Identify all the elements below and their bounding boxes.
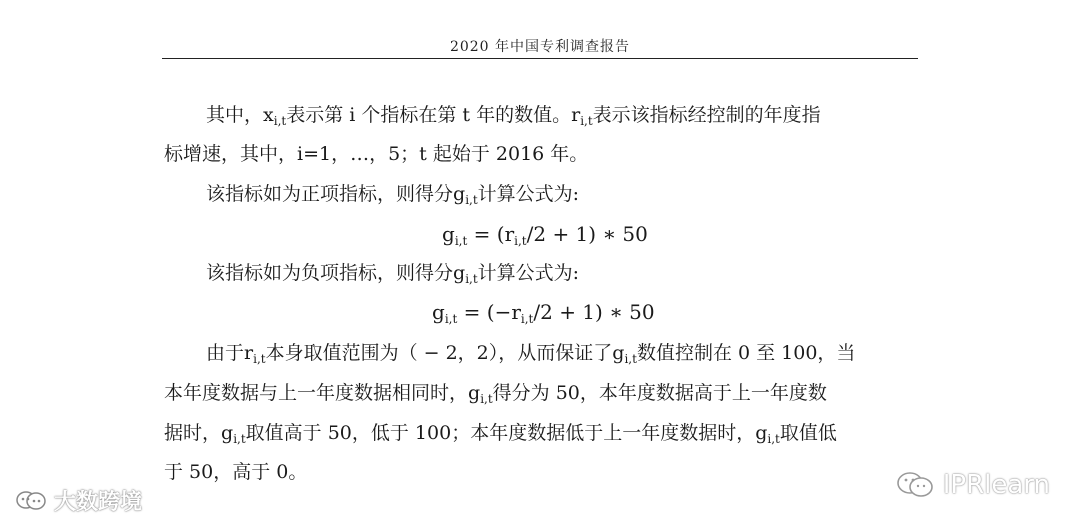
formula-r-subscript: i,t	[514, 234, 527, 248]
formula-g: g	[432, 300, 445, 324]
text-fragment: 数值控制在 0 至 100，当	[636, 342, 856, 364]
paragraph-2-line-1	[206, 341, 855, 365]
text-fragment: 其中，	[206, 104, 264, 126]
text-fragment: 取值高于 50，低于 100；本年度数据低于上一年度数据时，	[245, 422, 756, 444]
positive-indicator-sentence	[206, 182, 579, 206]
symbol-r: r	[571, 104, 581, 126]
wechat-icon	[895, 470, 935, 500]
symbol-g-subscript: i,t	[465, 193, 478, 207]
text-fragment: 该指标如为负项指标，则得分	[206, 262, 454, 284]
formula-mid: = (−r	[457, 300, 521, 324]
text-fragment: 取值低	[779, 422, 837, 444]
paragraph-1-line-2: 标增速，其中，i=1，…，5；t 起始于 2016 年。	[164, 143, 589, 165]
symbol-g: g	[612, 342, 625, 364]
watermark-right-text: IPRlearn	[942, 470, 1050, 500]
formula-g: g	[442, 222, 455, 246]
symbol-r-subscript: i,t	[253, 352, 266, 366]
text-fragment: 得分为 50，本年度数据高于上一年度数	[492, 382, 827, 404]
text-fragment: 该指标如为正项指标，则得分	[206, 183, 454, 205]
formula-mid: = (r	[467, 222, 515, 246]
paragraph-2-line-2	[164, 381, 827, 405]
positive-formula	[442, 222, 648, 246]
symbol-g: g	[453, 262, 466, 284]
paragraph-2-line-4: 于 50，高于 0。	[164, 461, 308, 483]
symbol-g: g	[755, 422, 768, 444]
paragraph-1-line-1	[206, 103, 821, 127]
symbol-r: r	[244, 342, 254, 364]
formula-right: /2 + 1) ∗ 50	[526, 222, 648, 246]
negative-indicator-sentence	[206, 261, 579, 285]
text-fragment: 表示第 i 个指标在第 t 年的数值。	[286, 104, 572, 126]
paragraph-2-line-3	[164, 421, 837, 445]
symbol-g-subscript: i,t	[767, 432, 780, 446]
chat-bubble-icon	[14, 488, 48, 514]
formula-g-subscript: i,t	[454, 234, 468, 248]
symbol-x: x	[263, 104, 274, 126]
watermark-right	[895, 470, 1050, 500]
page-header-title: 2020 年中国专利调查报告	[449, 39, 631, 55]
symbol-g-subscript: i,t	[465, 272, 478, 286]
header-divider	[162, 58, 918, 59]
symbol-g-subscript: i,t	[233, 432, 246, 446]
symbol-g: g	[468, 382, 481, 404]
symbol-g-subscript: i,t	[480, 392, 493, 406]
text-fragment: 据时，	[164, 422, 222, 444]
text-fragment: 表示该指标经控制的年度指	[592, 104, 821, 126]
symbol-r-subscript: i,t	[580, 114, 593, 128]
text-fragment: 本年度数据与上一年度数据相同时，	[164, 382, 469, 404]
formula-g-subscript: i,t	[444, 312, 458, 326]
text-fragment: 计算公式为:	[477, 183, 580, 205]
symbol-g: g	[221, 422, 234, 444]
formula-right: /2 + 1) ∗ 50	[533, 300, 655, 324]
formula-r-subscript: i,t	[520, 312, 534, 326]
watermark-left-text: 大数跨境	[54, 490, 143, 515]
negative-formula	[432, 300, 655, 324]
text-fragment: 本身取值范围为（ − 2，2），从而保证了	[265, 342, 613, 364]
symbol-g: g	[453, 183, 466, 205]
symbol-g-subscript: i,t	[624, 352, 637, 366]
watermark-left	[14, 485, 142, 516]
text-fragment: 由于	[206, 342, 245, 364]
text-fragment: 计算公式为:	[477, 262, 580, 284]
symbol-x-subscript: i,t	[273, 114, 287, 128]
